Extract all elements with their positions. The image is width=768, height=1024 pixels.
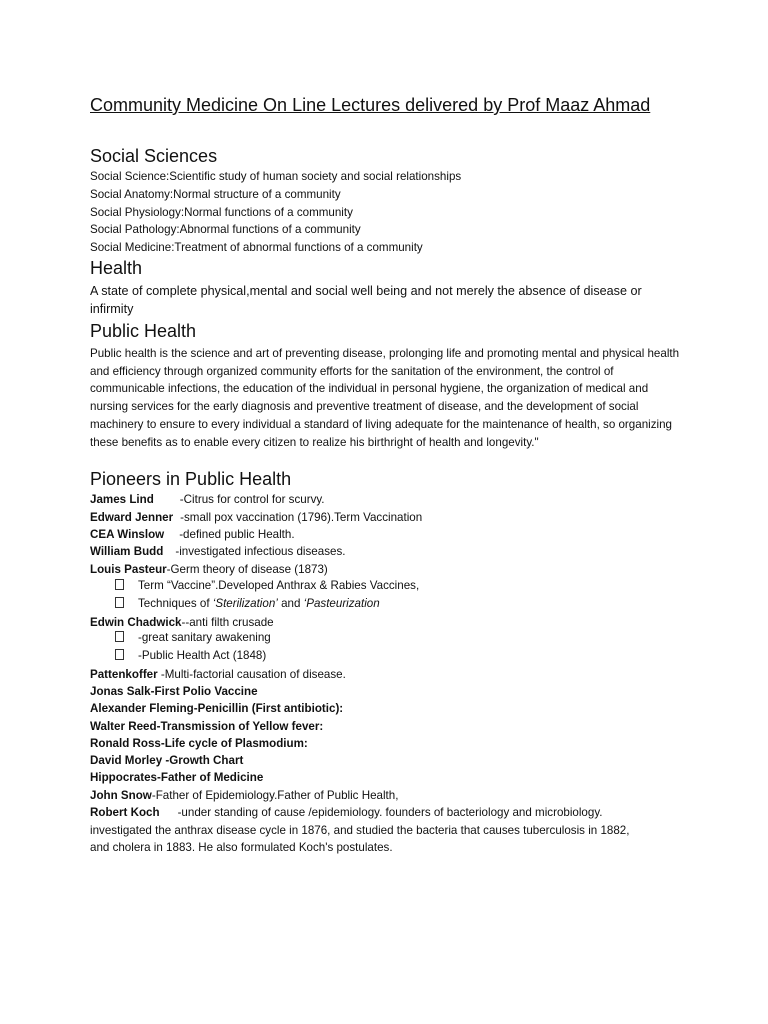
pioneer-name: James Lind [90, 493, 154, 506]
heading-social-sciences: Social Sciences [90, 146, 218, 166]
pioneer-desc: -defined public Health. [179, 528, 295, 541]
social-pathology-line: Social Pathology:Abnormal functions of a community [90, 223, 361, 236]
health-definition: A state of complete physical,mental and social well being and not merely the absence of disease or infirmity [90, 284, 642, 316]
bullet-box-icon [115, 649, 124, 660]
pioneer-desc: -under standing of cause /epidemiology. founders of bacteriology and microbiology. [177, 806, 603, 819]
pioneer-jonas-salk [90, 683, 258, 701]
pioneer-william-budd [90, 543, 345, 561]
pioneer-desc: -Father of Epidemiology.Father of Public Health, [151, 789, 399, 802]
pioneer-desc: -Penicillin (First antibiotic): [193, 702, 344, 715]
pioneer-name: Alexander Fleming [90, 702, 194, 715]
pioneer-ronald-ross [90, 735, 308, 753]
pioneer-desc: -First Polio Vaccine [150, 685, 258, 698]
pioneer-walter-reed [90, 718, 323, 736]
bullet-box-icon [115, 579, 124, 590]
bullet-box-icon [115, 631, 124, 642]
pasteur-bullet-vaccine: Term “Vaccine”.Developed Anthrax & Rabies Vaccines, [115, 579, 419, 592]
pioneer-james-lind [90, 491, 325, 509]
koch-detail-line-2: investigated the anthrax disease cycle in 1876, and studied the bacteria that causes tuberculosis in 1882, [90, 824, 630, 837]
pioneer-desc: -Citrus for control for scurvy. [179, 493, 325, 506]
chadwick-bullet-awakening: -great sanitary awakening [115, 631, 271, 644]
pioneer-desc: -Transmission of Yellow fever: [156, 720, 324, 733]
chadwick-bullet-act: -Public Health Act (1848) [115, 649, 266, 662]
pioneer-name: Ronald Ross [90, 737, 161, 750]
pioneer-edward-jenner [90, 509, 422, 527]
pioneer-desc: --anti filth crusade [181, 616, 274, 629]
pioneer-robert-koch [90, 804, 603, 822]
pasteur-bullet-techniques: Techniques of ‘Sterilization’ and ‘Pasteurization [115, 597, 380, 610]
social-science-line: Social Science:Scientific study of human society and social relationships [90, 170, 462, 183]
pioneer-name: Edward Jenner [90, 511, 174, 524]
pioneer-alexander-fleming [90, 700, 343, 718]
pioneer-desc: -investigated infectious diseases. [175, 545, 346, 558]
pioneer-name: Hippocrates [90, 771, 158, 784]
document-title: Community Medicine On Line Lectures delivered by Prof Maaz Ahmad [90, 95, 651, 115]
heading-health: Health [90, 258, 143, 278]
koch-detail-line-3: and cholera in 1883. He also formulated Koch's postulates. [90, 841, 393, 854]
pioneer-name: Robert Koch [90, 806, 160, 819]
pioneer-desc: -Life cycle of Plasmodium: [160, 737, 308, 750]
heading-public-health: Public Health [90, 321, 197, 341]
pioneer-name: Jonas Salk [90, 685, 151, 698]
pioneer-desc: -small pox vaccination (1796).Term Vaccination [180, 511, 423, 524]
pioneer-edwin-chadwick [90, 614, 274, 632]
pioneer-hippocrates [90, 769, 263, 787]
social-medicine-line: Social Medicine:Treatment of abnormal functions of a community [90, 241, 423, 254]
pioneer-name: Pattenkoffer [90, 668, 158, 681]
pioneer-cea-winslow [90, 526, 295, 544]
pioneer-name: CEA Winslow [90, 528, 165, 541]
heading-pioneers: Pioneers in Public Health [90, 469, 292, 489]
pioneer-desc: -Father of Medicine [157, 771, 264, 784]
pioneer-name: John Snow [90, 789, 152, 802]
pioneer-name: David Morley [90, 754, 163, 767]
social-physiology-line: Social Physiology:Normal functions of a community [90, 206, 353, 219]
social-anatomy-line: Social Anatomy:Normal structure of a community [90, 188, 341, 201]
pioneer-name: Louis Pasteur [90, 563, 167, 576]
pioneer-john-snow [90, 787, 398, 805]
pioneer-name: Walter Reed [90, 720, 157, 733]
pioneer-david-morley [90, 752, 243, 770]
pioneer-pattenkoffer [90, 666, 346, 684]
pioneer-louis-pasteur [90, 561, 328, 579]
bullet-box-icon [115, 597, 124, 608]
pioneer-name: Edwin Chadwick [90, 616, 182, 629]
pioneer-name: William Budd [90, 545, 164, 558]
pioneer-desc: -Multi-factorial causation of disease. [157, 668, 346, 681]
pioneer-desc: -Growth Chart [162, 754, 244, 767]
pioneer-desc: -Germ theory of disease (1873) [166, 563, 328, 576]
public-health-definition: Public health is the science and art of preventing disease, prolonging life and promoting mental and physical health and efficiency through organized community efforts for the sanitation of the environment, the control of communicable infections, the education of the individual in personal hygiene, the organization of medical and nursing services for the early diagnosis and preventive treatment of disease, and the development of social machinery to ensure to every individual a standard of living adequate for the maintenance of health, so organizing these benefits as to enable every citizen to realize his birthright of health and longevity." [90, 347, 680, 449]
